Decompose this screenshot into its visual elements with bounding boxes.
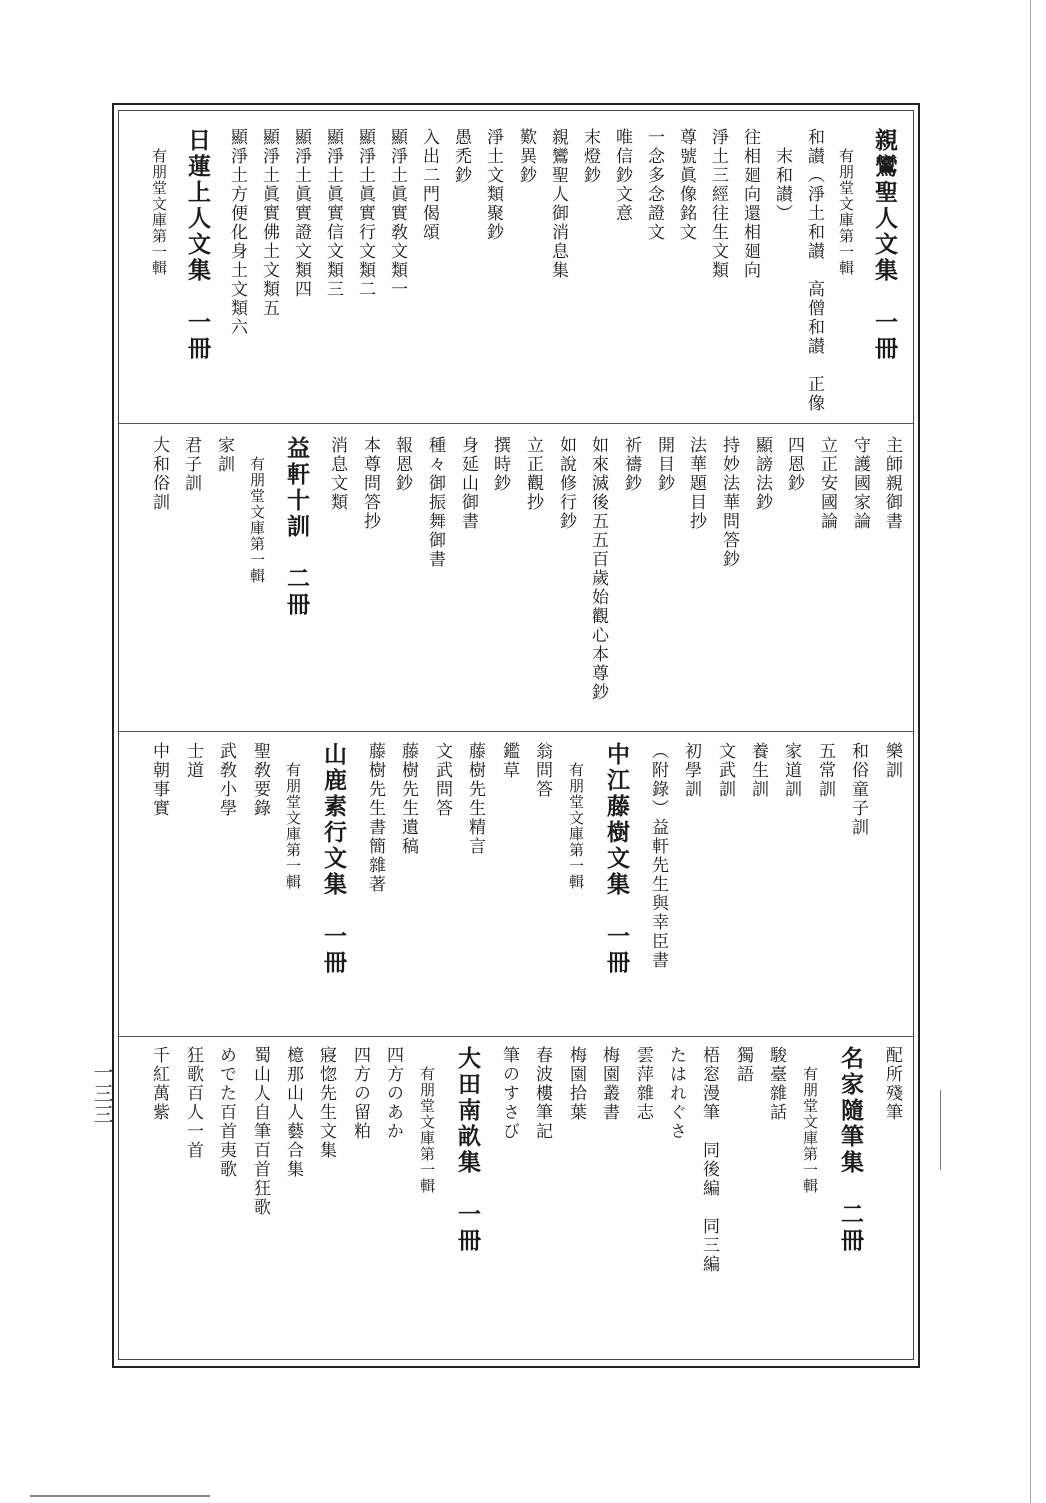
- work-title: 配所殘筆: [882, 1046, 902, 1122]
- work-title: 一念多念證文: [644, 128, 664, 242]
- work-title: 鑑草: [499, 742, 519, 780]
- series-note: 有朋堂文庫第一輯: [567, 762, 585, 890]
- work-title: 梅園叢書: [599, 1046, 619, 1122]
- work-title: 和讃（淨土和讃 高僧和讃 正像: [804, 128, 824, 413]
- series-note: 有朋堂文庫第一輯: [801, 1066, 819, 1194]
- work-title: 立正安國論: [817, 436, 837, 531]
- work-title: 如來滅後五五百歲始觀心本尊鈔: [588, 436, 608, 702]
- work-title: 梧窓漫筆 同後編 同三編: [699, 1046, 719, 1274]
- work-title: 撰時鈔: [490, 436, 510, 493]
- work-title: 顯淨土眞實敎文類一: [387, 128, 407, 299]
- work-title: 本尊問答抄: [360, 436, 380, 531]
- work-title: 守護國家論: [850, 436, 870, 531]
- work-title: 檍那山人藝合集: [283, 1046, 303, 1179]
- work-title: 樂訓: [882, 742, 902, 780]
- work-title: 往相廻向還相廻向: [740, 128, 760, 280]
- section-divider: [118, 423, 914, 424]
- work-title: 顯謗法鈔: [752, 436, 772, 512]
- work-title: 持妙法華問答鈔: [719, 436, 739, 569]
- work-title: 報恩鈔: [392, 436, 412, 493]
- work-title: 四方のあか: [383, 1046, 403, 1141]
- work-title: 開目鈔: [654, 436, 674, 493]
- page-number: 一三三: [90, 1062, 114, 1125]
- margin-mark: [940, 1090, 941, 1170]
- section-divider: [118, 1036, 914, 1037]
- work-title: 愚禿鈔: [451, 128, 471, 185]
- work-title: 立正觀抄: [523, 436, 543, 512]
- work-title: 聖敎要錄: [250, 742, 270, 818]
- work-title: 翁問答: [532, 742, 552, 799]
- work-title: 大和俗訓: [149, 436, 169, 512]
- work-title: 君子訓: [181, 436, 201, 493]
- work-title: 狂歌百人一首: [183, 1046, 203, 1160]
- work-title: 家道訓: [781, 742, 801, 799]
- work-title: 顯淨土眞實信文類三: [323, 128, 343, 299]
- work-title: 文武問答: [432, 742, 452, 818]
- work-title: 初學訓: [681, 742, 701, 799]
- collection-title: 中江藤樹文集 一冊: [603, 742, 630, 976]
- work-title: 梅園拾葉: [566, 1046, 586, 1122]
- work-title: 顯淨土眞實佛土文類五: [259, 128, 279, 318]
- work-title: 武敎小學: [216, 742, 236, 818]
- work-title: 身延山御書: [458, 436, 478, 531]
- work-title: 春波樓筆記: [532, 1046, 552, 1141]
- collection-title: 大田南畝集 一冊: [454, 1046, 481, 1254]
- work-title: 四恩鈔: [784, 436, 804, 493]
- work-title: 顯淨土方便化身土文類六: [227, 128, 247, 337]
- series-note: 有朋堂文庫第一輯: [248, 456, 266, 584]
- work-title: 種々御振舞御書: [425, 436, 445, 569]
- work-title: 消息文類: [327, 436, 347, 512]
- work-title: 獨語: [733, 1046, 753, 1084]
- work-title: 淨土三經往生文類: [708, 128, 728, 280]
- series-note: 有朋堂文庫第一輯: [418, 1066, 436, 1194]
- work-title: 末和讃）: [772, 128, 792, 223]
- work-title: めでた百首夷歌: [216, 1046, 236, 1179]
- work-title: 唯信鈔文意: [612, 128, 632, 223]
- work-title: 末燈鈔: [580, 128, 600, 185]
- work-title: 寢惚先生文集: [316, 1046, 336, 1160]
- work-title: 和俗童子訓: [848, 742, 868, 837]
- work-title: 入出二門偈頌: [419, 128, 439, 242]
- collection-title: 日蓮上人文集 一冊: [184, 128, 211, 362]
- work-title: 顯淨土眞實證文類四: [291, 128, 311, 299]
- work-title: 士道: [183, 742, 203, 780]
- series-note: 有朋堂文庫第一輯: [150, 148, 168, 276]
- work-title: 藤樹先生遺稿: [398, 742, 418, 856]
- work-title: 尊號眞像銘文: [676, 128, 696, 242]
- work-title: 藤樹先生書簡雜著: [365, 742, 385, 894]
- collection-title: 山鹿素行文集 一冊: [320, 742, 347, 976]
- work-title: 如說修行鈔: [556, 436, 576, 531]
- work-title: 蜀山人自筆百首狂歌: [250, 1046, 270, 1217]
- scan-baseline: [30, 1495, 210, 1497]
- work-title: 藤樹先生精言: [465, 742, 485, 856]
- work-title: 雲萍雜志: [633, 1046, 653, 1122]
- collection-title: 名家隨筆集 二冊: [837, 1046, 864, 1254]
- work-title: 千紅萬紫: [149, 1046, 169, 1122]
- work-title: 淨土文類聚鈔: [483, 128, 503, 242]
- collection-title: 益軒十訓 二冊: [283, 436, 310, 618]
- section-divider: [118, 731, 914, 732]
- work-title: 文武訓: [715, 742, 735, 799]
- series-note: 有朋堂文庫第一輯: [284, 762, 302, 890]
- work-title: 駿臺雜話: [766, 1046, 786, 1122]
- work-title: 五常訓: [815, 742, 835, 799]
- work-title: 親鸞聖人御消息集: [548, 128, 568, 280]
- page-edge: [1030, 0, 1031, 1503]
- work-title: 主師親御書: [882, 436, 902, 531]
- work-title: 筆のすさび: [499, 1046, 519, 1141]
- work-title: 顯淨土眞實行文類二: [355, 128, 375, 299]
- work-title: 四方の留粕: [350, 1046, 370, 1141]
- work-title: 歎異鈔: [516, 128, 536, 185]
- work-title: 養生訓: [748, 742, 768, 799]
- collection-title: 親鸞聖人文集 一冊: [871, 128, 898, 362]
- work-title: 法華題目抄: [686, 436, 706, 531]
- work-title: たはれぐさ: [666, 1046, 686, 1141]
- work-title: （附錄）益軒先生與幸臣書: [648, 742, 668, 970]
- work-title: 祈禱鈔: [621, 436, 641, 493]
- series-note: 有朋堂文庫第一輯: [837, 148, 855, 276]
- work-title: 家訓: [214, 436, 234, 474]
- work-title: 中朝事實: [149, 742, 169, 818]
